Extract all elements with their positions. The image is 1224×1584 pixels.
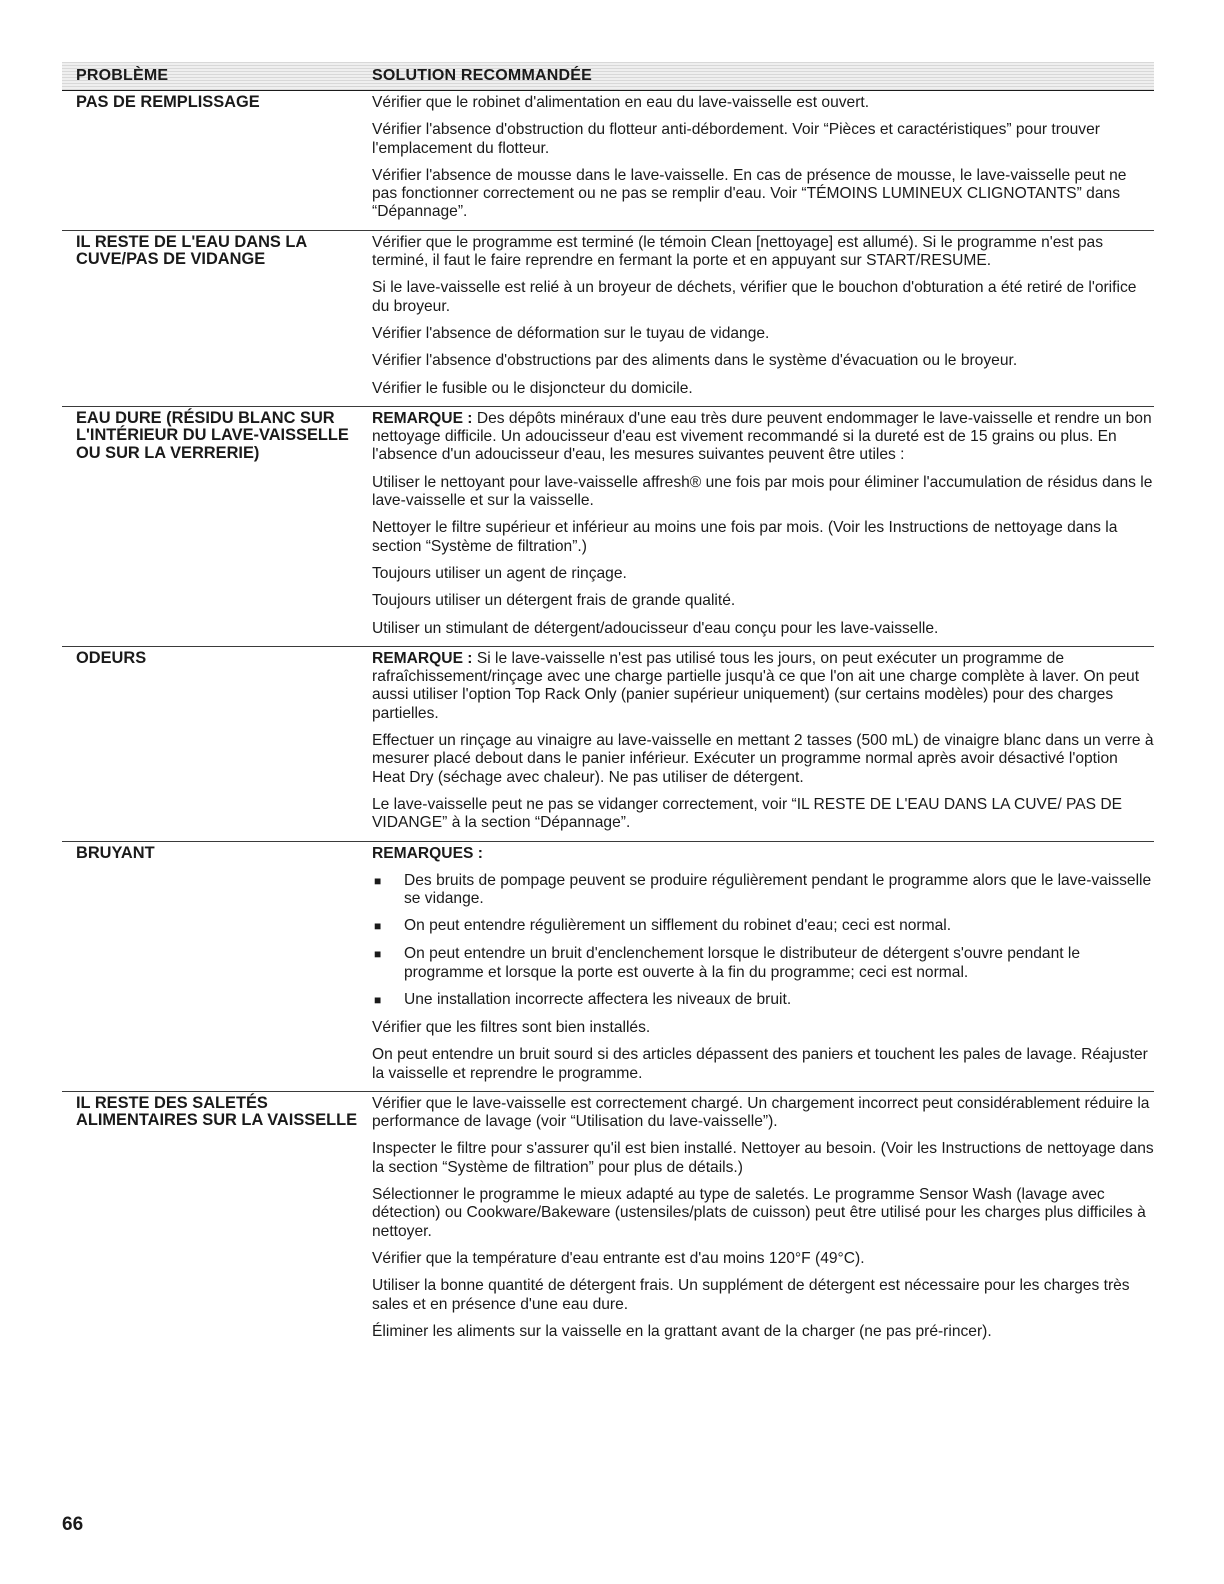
solution-text: Utiliser le nettoyant pour lave-vaisselle affresh® une fois par mois pour éliminer l'accumulation de résidus dans le lave-vaisselle et sur la vaisselle. — [372, 473, 1153, 510]
problem-cell: PAS DE REMPLISSAGE — [76, 93, 260, 111]
problem-cell: ODEURS — [76, 648, 147, 667]
solution-text: Vérifier le fusible ou le disjoncteur du domicile. — [372, 379, 693, 397]
note-label: REMARQUES : — [372, 844, 483, 862]
solution-text: Le lave-vaisselle peut ne pas se vidanger correctement, voir “IL RESTE DE L'EAU DANS LA CUVE/ PAS DE VIDANGE” à la section “Dépannage”. — [372, 795, 1123, 832]
solution-text: Utiliser la bonne quantité de détergent frais. Un supplément de détergent est nécessaire pour les charges très sales et en présence d'une eau dure. — [372, 1277, 1130, 1313]
note-text: Si le lave-vaisselle n'est pas utilisé tous les jours, on peut exécuter un programme de rafraîchissement/rinçage avec une charge partielle jusqu'à ce que l'on ait une charge complète à laver. On peut aussi utiliser l'option Top Rack Only (panier supérieur uniquement) (sur certains modèles) pour des charges partielles. — [372, 649, 1140, 722]
note-label: REMARQUE : — [372, 649, 473, 667]
solution-text: Vérifier que les filtres sont bien installés. — [372, 1018, 651, 1036]
table-row — [62, 407, 1154, 647]
problem-cell: EAU DURE (RÉSIDU BLANC SUR L'INTÉRIEUR DU LAVE-VAISSELLE OU SUR LA VERRERIE) — [76, 408, 349, 463]
solution-text: Vérifier l'absence de mousse dans le lave-vaisselle. En cas de présence de mousse, le lave-vaisselle peut ne pas fonctionner correctement ou ne pas se remplir d'eau. Voir “TÉMOINS LUMINEUX CLIGNOTANTS” dans “Dépannage”. — [372, 166, 1127, 221]
bullet-text: On peut entendre régulièrement un sifflement du robinet d'eau; ceci est normal. — [404, 917, 952, 935]
solution-text: Vérifier que la température d'eau entrante est d'au moins 120°F (49°C). — [372, 1249, 865, 1267]
table-row — [62, 842, 1154, 1092]
solution-text: Éliminer les aliments sur la vaisselle en la grattant avant de la charger (ne pas pré-rincer). — [372, 1322, 992, 1340]
table-row — [62, 231, 1154, 407]
solution-cell — [372, 845, 1154, 1086]
solution-text: Inspecter le filtre pour s'assurer qu'il est bien installé. Nettoyer au besoin. (Voir les Instructions de nettoyage dans la section “Système de filtration” pour plus de détails.) — [372, 1140, 1154, 1176]
header-solution: SOLUTION RECOMMANDÉE — [372, 67, 592, 84]
bullet-text: Une installation incorrecte affectera les niveaux de bruit. — [404, 990, 792, 1008]
solution-text: Utiliser un stimulant de détergent/adoucisseur d'eau conçu pour les lave-vaisselle. — [372, 619, 939, 637]
page-number: 66 — [62, 1514, 84, 1535]
note-label: REMARQUE : — [372, 409, 473, 427]
solution-text: Vérifier l'absence de déformation sur le tuyau de vidange. — [372, 324, 770, 342]
table-header — [62, 62, 1154, 91]
solution-text: Vérifier que le programme est terminé (le témoin Clean [nettoyage] est allumé). Si le programme n'est pas terminé, il faut le faire reprendre en fermant la porte et en appuyant sur START/RESUME. — [372, 233, 1104, 270]
note-text: Des dépôts minéraux d'une eau très dure peuvent endommager le lave-vaisselle et rendre un bon nettoyage difficile. Un adoucisseur d'eau est vivement recommandé si la dureté est de 15 grains ou plus. En l'absence d'un adoucisseur d'eau, les mesures suivantes peuvent être utiles : — [372, 409, 1152, 464]
solution-text: On peut entendre un bruit sourd si des articles dépassent des paniers et touchent les pales de lavage. Réajuster la vaisselle et reprendre le programme. — [372, 1046, 1148, 1082]
solution-cell — [372, 234, 1154, 401]
solution-cell — [372, 94, 1154, 225]
bullet-item — [372, 945, 1154, 982]
problem-cell: IL RESTE DES SALETÉS ALIMENTAIRES SUR LA VAISSELLE — [76, 1093, 358, 1130]
solution-text: Vérifier que le lave-vaisselle est correctement chargé. Un chargement incorrect peut considérablement réduire la performance de lavage (voir “Utilisation du lave-vaisselle”). — [372, 1094, 1150, 1131]
bullet-item — [372, 991, 1154, 1010]
bullet-square-icon: ■ — [374, 947, 382, 962]
solution-text: Si le lave-vaisselle est relié à un broyeur de déchets, vérifier que le bouchon d'obturation a été retiré de l'orifice du broyeur. — [372, 279, 1137, 315]
problem-cell: IL RESTE DE L'EAU DANS LA CUVE/PAS DE VIDANGE — [76, 232, 307, 269]
note-paragraph — [372, 410, 1154, 465]
problem-cell: BRUYANT — [76, 843, 155, 862]
solution-cell — [372, 410, 1154, 641]
solution-text: Toujours utiliser un détergent frais de grande qualité. — [372, 592, 736, 610]
bullet-square-icon: ■ — [374, 992, 382, 1007]
header-problem: PROBLÈME — [76, 67, 169, 84]
solution-cell — [372, 650, 1154, 836]
bullet-item — [372, 872, 1154, 909]
note-paragraph — [372, 650, 1154, 723]
table-row — [62, 91, 1154, 231]
solution-text: Vérifier l'absence d'obstruction du flotteur anti-débordement. Voir “Pièces et caractéristiques” pour trouver l'emplacement du flotteur. — [372, 121, 1100, 157]
solution-cell — [372, 1095, 1154, 1344]
bullet-text: On peut entendre un bruit d'enclenchement lorsque le distributeur de détergent s'ouvre pendant le programme et lorsque la porte est ouverte à la fin du programme; ceci est normal. — [404, 945, 1081, 981]
troubleshooting-table — [62, 62, 1154, 1349]
solution-text: Effectuer un rinçage au vinaigre au lave-vaisselle en mettant 2 tasses (500 mL) de vinaigre blanc dans un verre à mesurer placé debout dans le panier inférieur. Exécuter un programme normal après avoir désactivé l'option Heat Dry (séchage avec chaleur). Ne pas utiliser de détergent. — [372, 732, 1154, 786]
solution-text: Toujours utiliser un agent de rinçage. — [372, 564, 627, 582]
table-row — [62, 647, 1154, 842]
solution-text: Nettoyer le filtre supérieur et inférieur au moins une fois par mois. (Voir les Instructions de nettoyage dans la section “Système de filtration”.) — [372, 519, 1118, 555]
solution-text: Vérifier que le robinet d'alimentation en eau du lave-vaisselle est ouvert. — [372, 94, 870, 111]
solution-text: Vérifier l'absence d'obstructions par des aliments dans le système d'évacuation ou le broyeur. — [372, 352, 1018, 370]
bullet-text: Des bruits de pompage peuvent se produire régulièrement pendant le programme alors que le lave-vaisselle se vidange. — [404, 871, 1152, 908]
bullet-square-icon: ■ — [374, 919, 382, 934]
bullet-item — [372, 917, 1154, 936]
bullet-square-icon: ■ — [374, 873, 382, 888]
solution-text: Sélectionner le programme le mieux adapté au type de saletés. Le programme Sensor Wash (lavage avec détection) ou Cookware/Bakeware (ustensiles/plats de cuisson) peut être utilisé pour les charges plus difficiles à nettoyer. — [372, 1186, 1146, 1240]
table-row — [62, 1092, 1154, 1349]
